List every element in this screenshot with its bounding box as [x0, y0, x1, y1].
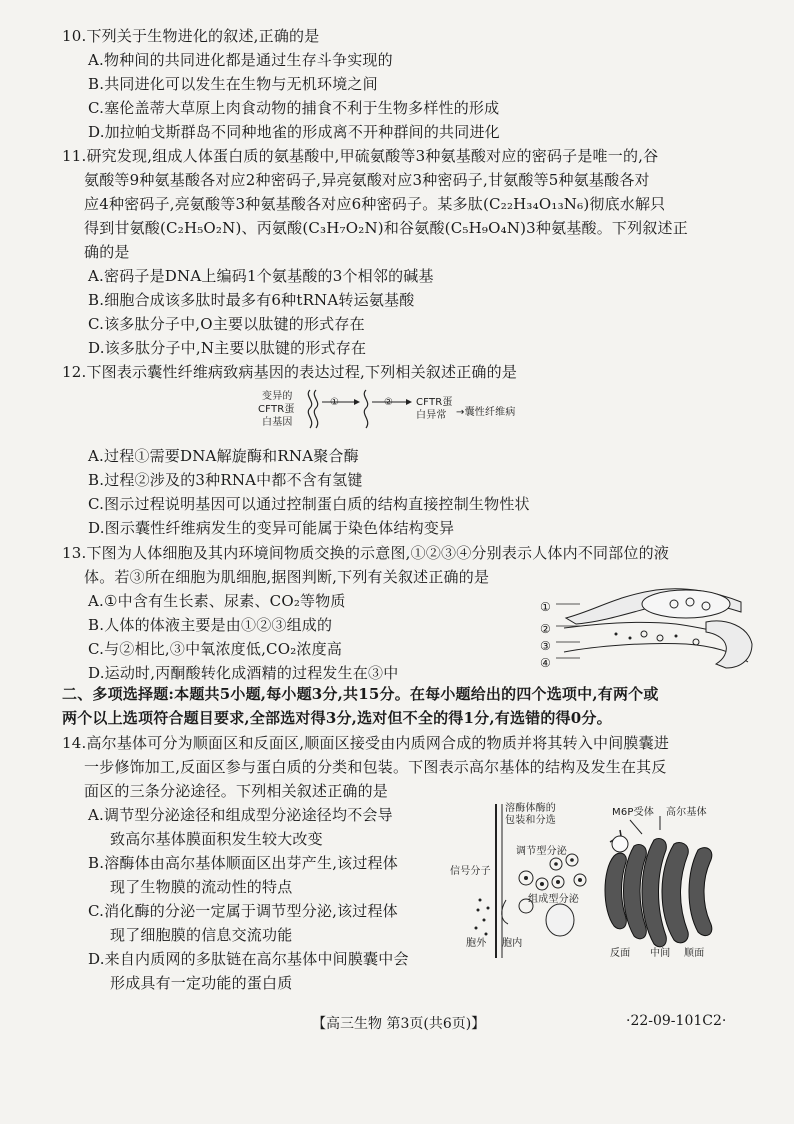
q12-option-c: C.图示过程说明基因可以通过控制蛋白质的结构直接控制生物性状 [88, 495, 530, 513]
q12-gene-label-2: CFTR蛋 [258, 404, 295, 415]
q14-stem-line3: 面区的三条分泌途径。下列相关叙述正确的是 [84, 782, 389, 800]
q13-option-a: A.①中含有生长素、尿素、CO₂等物质 [88, 592, 346, 610]
q10-option-d: D.加拉帕戈斯群岛不同种地雀的形成离不开种群间的共同进化 [88, 123, 500, 141]
page-footer: 【高三生物 第3页(共6页)】 [312, 1016, 486, 1032]
q12-stem: 12.下图表示囊性纤维病致病基因的表达过程,下列相关叙述正确的是 [62, 363, 518, 381]
q14-cis-label: 顺面 [684, 948, 705, 959]
q12-step1-label: ① [330, 397, 340, 408]
q13-cells-illustration [556, 584, 756, 674]
q11-stem-line4: 得到甘氨酸(C₂H₅O₂N)、丙氨酸(C₃H₇O₂N)和谷氨酸(C₅H₉O₄N)3种氨基酸。下列叙述正 [84, 219, 688, 237]
q14-option-b-line2: 现了生物膜的流动性的特点 [110, 878, 293, 896]
q14-option-a-line1: A.调节型分泌途径和组成型分泌途径均不会导 [88, 806, 393, 824]
q13-stem-line2: 体。若③所在细胞为肌细胞,据图判断,下列有关叙述正确的是 [84, 568, 490, 586]
q10-option-b: B.共同进化可以发生在生物与无机环境之间 [88, 75, 378, 93]
q14-golgi-label: 高尔基体 [666, 807, 707, 818]
q14-outside-label: 胞外 [466, 938, 487, 949]
q11-option-a: A.密码子是DNA上编码1个氨基酸的3个相邻的碱基 [88, 267, 434, 285]
q14-lysosome-label-1: 溶酶体酶的 [505, 803, 556, 814]
q10-option-a: A.物种间的共同进化都是通过生存斗争实现的 [88, 51, 393, 69]
q12-step2-label: ② [384, 397, 394, 408]
q12-gene-label-3: 白基因 [262, 417, 293, 428]
q13-label-2: ② [540, 622, 551, 636]
q12-protein-label-2: 白异常 [416, 410, 447, 421]
q12-protein-label-1: CFTR蛋 [416, 397, 453, 408]
section2-heading-line2: 两个以上选项符合题目要求,全部选对得3分,选对但不全的得1分,有选错的得0分。 [62, 709, 612, 727]
q14-option-d-line1: D.来自内质网的多肽链在高尔基体中间膜囊中会 [88, 950, 409, 968]
q11-stem-line1: 11.研究发现,组成人体蛋白质的氨基酸中,甲硫氨酸等3种氨基酸对应的密码子是唯一的,谷 [62, 147, 659, 165]
paper-code: ·22-09-101C2· [626, 1013, 727, 1029]
q14-middle-label: 中间 [650, 948, 671, 959]
q13-label-1: ① [540, 600, 551, 614]
q13-label-4: ④ [540, 656, 551, 670]
q12-option-b: B.过程②涉及的3种RNA中都不含有氢键 [88, 471, 363, 489]
q11-stem-line2: 氨酸等9种氨基酸各对应2种密码子,异亮氨酸对应3种密码子,甘氨酸等5种氨基酸各对 [84, 171, 650, 189]
q14-option-a-line2: 致高尔基体膜面积发生较大改变 [110, 830, 323, 848]
q14-signal-label: 信号分子 [450, 866, 491, 877]
q14-option-c-line1: C.消化酶的分泌一定属于调节型分泌,该过程体 [88, 902, 398, 920]
q14-constitutive-label: 组成型分泌 [528, 894, 579, 905]
q14-stem-line2: 一步修饰加工,反面区参与蛋白质的分类和包装。下图表示高尔基体的结构及发生在其反 [84, 758, 667, 776]
q14-m6p-label: M6P受体 [612, 807, 655, 818]
q10-option-c: C.塞伦盖蒂大草原上肉食动物的捕食不利于生物多样性的形成 [88, 99, 500, 117]
q12-gene-label-1: 变异的 [262, 391, 293, 402]
q13-option-b: B.人体的体液主要是由①②③组成的 [88, 616, 333, 634]
q14-lysosome-label-2: 包装和分选 [505, 815, 556, 826]
q14-option-c-line2: 现了细胞膜的信息交流功能 [110, 926, 293, 944]
q11-stem-line3: 应4种密码子,亮氨酸等3种氨基酸各对应6种密码子。某多肽(C₂₂H₃₄O₁₃N₆)彻底水解只 [84, 195, 666, 213]
q10-stem: 10.下列关于生物进化的叙述,正确的是 [62, 27, 320, 45]
q14-option-d-line2: 形成具有一定功能的蛋白质 [110, 974, 293, 992]
q11-option-c: C.该多肽分子中,O主要以肽键的形式存在 [88, 315, 365, 333]
q13-label-3: ③ [540, 639, 551, 653]
q12-disease-label: →囊性纤维病 [456, 407, 516, 418]
q12-option-d: D.图示囊性纤维病发生的变异可能属于染色体结构变异 [88, 519, 455, 537]
q11-stem-line5: 确的是 [84, 243, 130, 261]
q14-stem-line1: 14.高尔基体可分为顺面区和反面区,顺面区接受由内质网合成的物质并将其转入中间膜囊进 [62, 734, 670, 752]
q14-option-b-line1: B.溶酶体由高尔基体顺面区出芽产生,该过程体 [88, 854, 398, 872]
q14-inside-label: 胞内 [502, 938, 523, 949]
section2-heading-line1: 二、多项选择题:本题共5小题,每小题3分,共15分。在每小题给出的四个选项中,有两个或 [62, 685, 659, 703]
q12-option-a: A.过程①需要DNA解旋酶和RNA聚合酶 [88, 447, 359, 465]
q14-regulated-label: 调节型分泌 [516, 846, 567, 857]
q11-option-b: B.细胞合成该多肽时最多有6种tRNA转运氨基酸 [88, 291, 415, 309]
q13-option-c: C.与②相比,③中氧浓度低,CO₂浓度高 [88, 640, 343, 658]
q13-stem-line1: 13.下图为人体细胞及其内环境间物质交换的示意图,①②③④分别表示人体内不同部位的液 [62, 544, 670, 562]
q11-option-d: D.该多肽分子中,N主要以肽键的形式存在 [88, 339, 367, 357]
q12-dna-strand-icon [302, 388, 422, 432]
q13-option-d: D.运动时,丙酮酸转化成酒精的过程发生在③中 [88, 664, 399, 682]
q14-trans-label: 反面 [610, 948, 631, 959]
